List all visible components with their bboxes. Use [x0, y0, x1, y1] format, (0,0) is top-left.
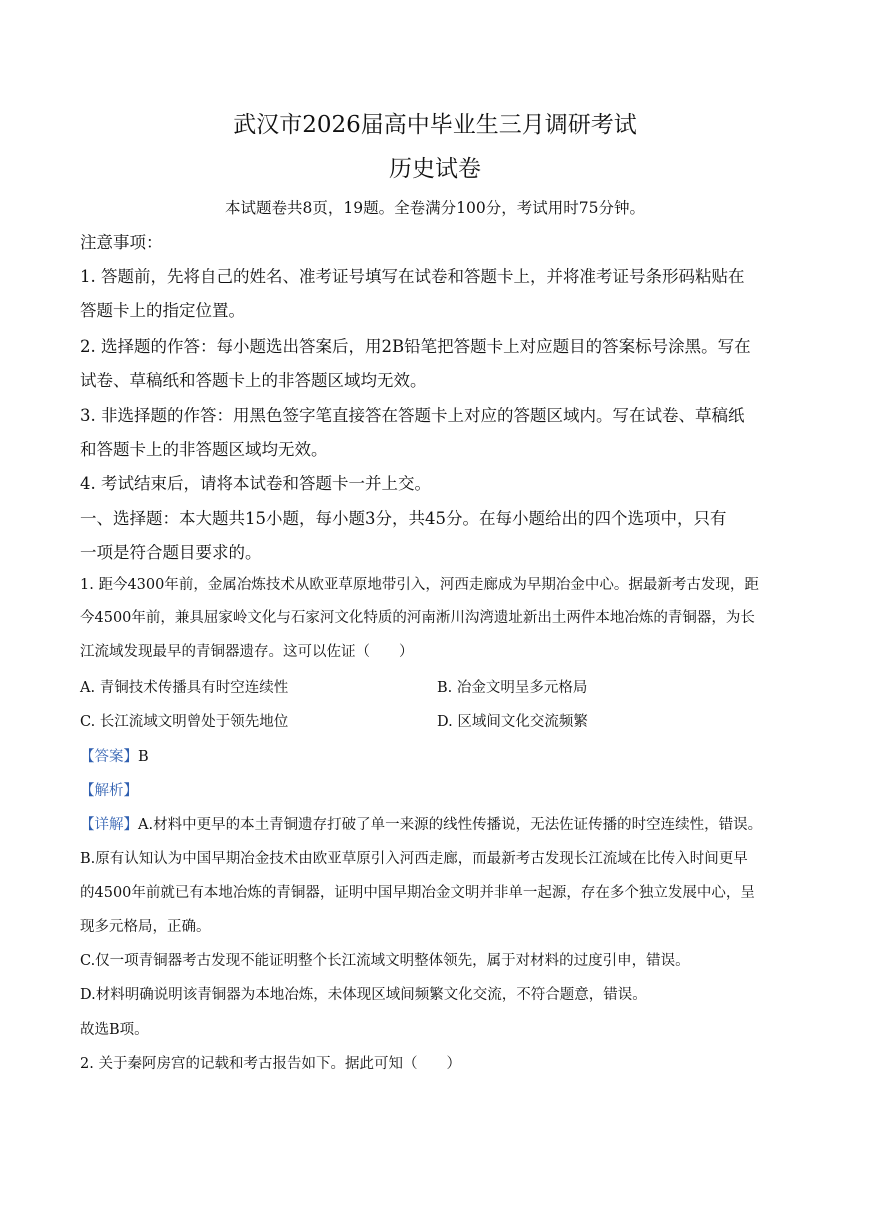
exam-title: 武汉市2026届高中毕业生三月调研考试 [233, 112, 637, 138]
q1-stem: 江流域发现最早的青铜器遗存。这可以佐证（ ） [80, 644, 414, 660]
answer-tag: 【答案】 [80, 749, 138, 765]
notice-line: 4. 考试结束后，请将本试卷和答题卡一并上交。 [80, 474, 431, 493]
notice-line: 2. 选择题的作答：每小题选出答案后，用2B铅笔把答题卡上对应题目的答案标号涂黑。写在 [80, 337, 751, 356]
detail-line: D.材料明确说明该青铜器为本地冶炼，未体现区域间频繁文化交流，不符合题意，错误。 [80, 987, 647, 1003]
detail-line: 故选B项。 [80, 1022, 149, 1038]
answer-value: B [138, 749, 149, 765]
q2-stem: 2. 关于秦阿房宫的记载和考古报告如下。据此可知（ ） [80, 1056, 461, 1072]
q1-detail [80, 813, 762, 834]
q1-option-c: C. 长江流域文明曾处于领先地位 [80, 714, 289, 730]
detail-line: 现多元格局，正确。 [80, 919, 211, 935]
analysis-tag: 【解析】 [80, 783, 138, 799]
q1-option-b: B. 冶金文明呈多元格局 [437, 680, 588, 696]
notice-heading: 注意事项： [80, 233, 163, 252]
exam-meta: 本试题卷共8页，19题。全卷满分100分，考试用时75分钟。 [225, 199, 645, 217]
q1-option-a: A. 青铜技术传播具有时空连续性 [80, 680, 289, 696]
detail-line: C.仅一项青铜器考古发现不能证明整个长江流域文明整体领先，属于对材料的过度引申，错误。 [80, 953, 690, 969]
notice-line: 3. 非选择题的作答：用黑色签字笔直接答在答题卡上对应的答题区域内。写在试卷、草稿纸 [80, 406, 745, 425]
exam-subtitle: 历史试卷 [389, 156, 481, 182]
notice-line: 1. 答题前，先将自己的姓名、准考证号填写在试卷和答题卡上，并将准考证号条形码粘贴在 [80, 267, 745, 286]
detail-line: A.材料中更早的本土青铜遗存打破了单一来源的线性传播说，无法佐证传播的时空连续性，错误。 [138, 817, 763, 833]
detail-line: 的4500年前就已有本地冶炼的青铜器，证明中国早期冶金文明并非单一起源，存在多个独立发展中心，呈 [80, 885, 755, 901]
section-heading: 一、选择题：本大题共15小题，每小题3分，共45分。在每小题给出的四个选项中，只有 [80, 509, 727, 528]
q1-option-d: D. 区域间文化交流频繁 [437, 714, 588, 730]
notice-line: 和答题卡上的非答题区域均无效。 [80, 440, 328, 459]
section-heading: 一项是符合题目要求的。 [80, 543, 262, 562]
notice-line: 答题卡上的指定位置。 [80, 301, 245, 320]
q1-answer [80, 745, 149, 766]
q1-stem: 1. 距今4300年前，金属冶炼技术从欧亚草原地带引入，河西走廊成为早期冶金中心。据最新考古发现，距 [80, 577, 759, 593]
q1-stem: 今4500年前，兼具屈家岭文化与石家河文化特质的河南淅川沟湾遗址新出土两件本地冶炼的青铜器，为长 [80, 610, 755, 626]
notice-line: 试卷、草稿纸和答题卡上的非答题区域均无效。 [80, 371, 427, 390]
detail-tag: 【详解】 [80, 817, 138, 833]
detail-line: B.原有认知认为中国早期冶金技术由欧亚草原引入河西走廊，而最新考古发现长江流域在比传入时间更早 [80, 851, 748, 867]
